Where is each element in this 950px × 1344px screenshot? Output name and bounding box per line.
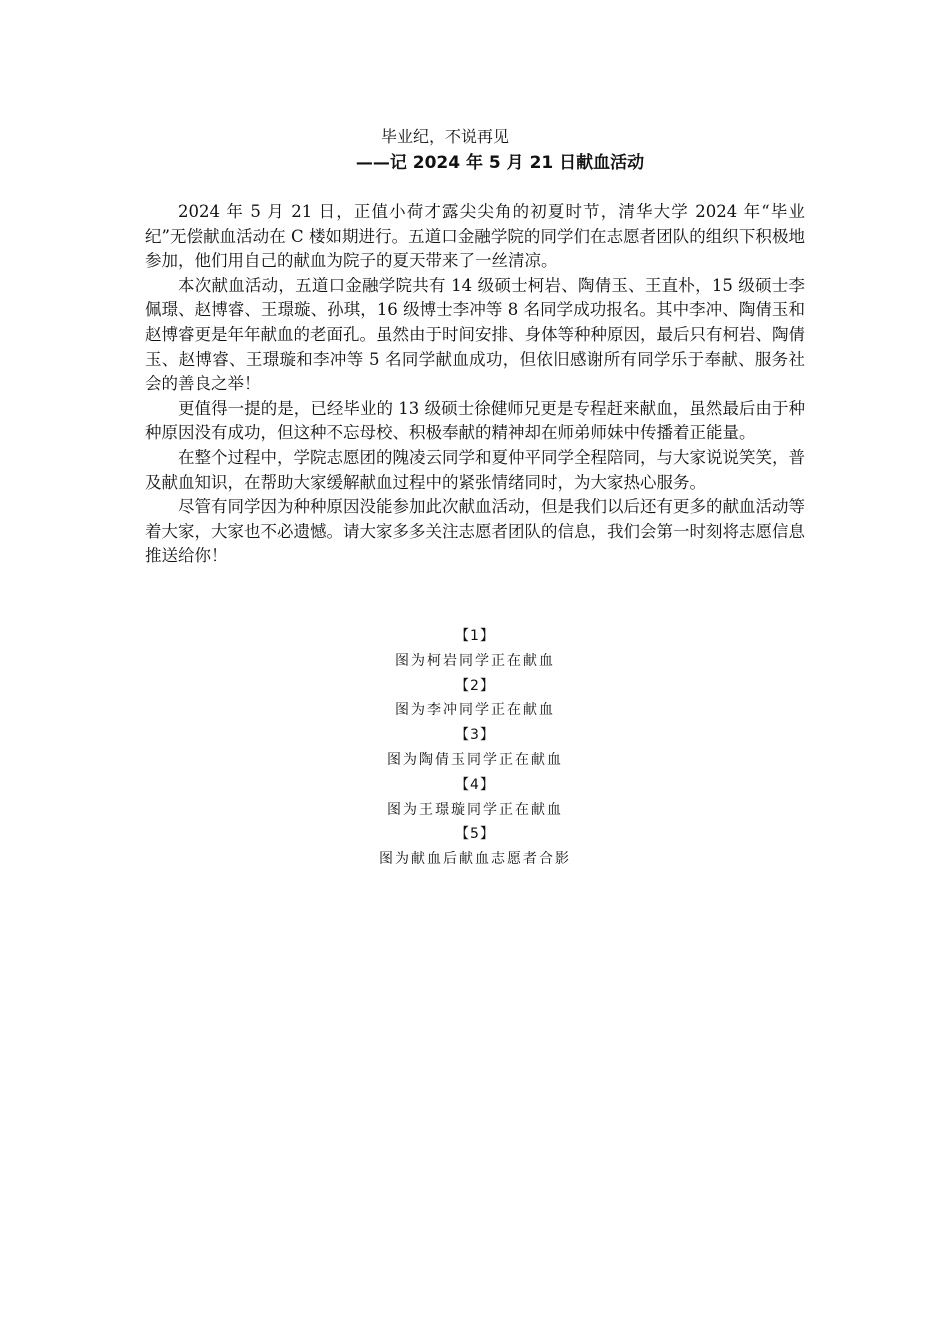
paragraph-2: 本次献血活动，五道口金融学院共有 14 级硕士柯岩、陶倩玉、王直朴，15 级硕士李佩璟、赵博睿、王璟璇、孙琪，16 级博士李冲等 8 名同学成功报名。其中李冲、陶倩玉和赵博睿更是年年献血的老面孔。虽然由于时间安排、身体等种种原因，最后只有柯岩、陶倩玉、赵博睿、王璟璇和李冲等 5 名同学献血成功，但依旧感谢所有同学乐于奉献、服务社会的善良之举！ xyxy=(145,275,805,394)
figure-marker-3: 【3】 xyxy=(455,727,495,744)
paragraph-4: 在整个过程中，学院志愿团的隗凌云同学和夏仲平同学全程陪同，与大家说说笑笑，普及献血知识，在帮助大家缓解献血过程中的紧张情绪同时，为大家热心服务。 xyxy=(145,447,805,492)
figure-marker-5: 【5】 xyxy=(455,826,495,843)
figure-marker-2: 【2】 xyxy=(455,677,495,694)
figure-marker-1: 【1】 xyxy=(455,628,495,644)
title-block xyxy=(0,124,950,176)
figure-caption-2: 图为李冲同学正在献血 xyxy=(395,702,555,719)
figure-caption-4: 图为王璟璇同学正在献血 xyxy=(387,801,563,818)
document-title: 毕业纪，不说再见 xyxy=(380,127,509,146)
paragraph-5: 尽管有同学因为种种原因没能参加此次献血活动，但是我们以后还有更多的献血活动等着大家，大家也不必遗憾。请大家多多关注志愿者团队的信息，我们会第一时刻将志愿信息推送给你！ xyxy=(145,497,805,566)
figure-captions xyxy=(145,624,805,872)
figure-caption-1: 图为柯岩同学正在献血 xyxy=(395,652,555,669)
paragraph-1: 2024 年 5 月 21 日，正值小荷才露尖尖角的初夏时节，清华大学 2024 年“毕业纪”无偿献血活动在 C 楼如期进行。五道口金融学院的同学们在志愿者团队的组织下积极地参加，他们用自己的献血为院子的夏天带来了一丝清凉。 xyxy=(145,202,805,271)
figure-caption-5: 图为献血后献血志愿者合影 xyxy=(379,851,571,868)
article-body xyxy=(145,200,805,569)
paragraph-3: 更值得一提的是，已经毕业的 13 级硕士徐健师兄更是专程赶来献血，虽然最后由于种种原因没有成功，但这种不忘母校、积极奉献的精神却在师弟师妹中传播着正能量。 xyxy=(145,398,805,443)
document-subtitle: ——记 2024 年 5 月 21 日献血活动 xyxy=(355,153,645,173)
figure-caption-3: 图为陶倩玉同学正在献血 xyxy=(387,751,563,768)
figure-marker-4: 【4】 xyxy=(455,776,495,793)
